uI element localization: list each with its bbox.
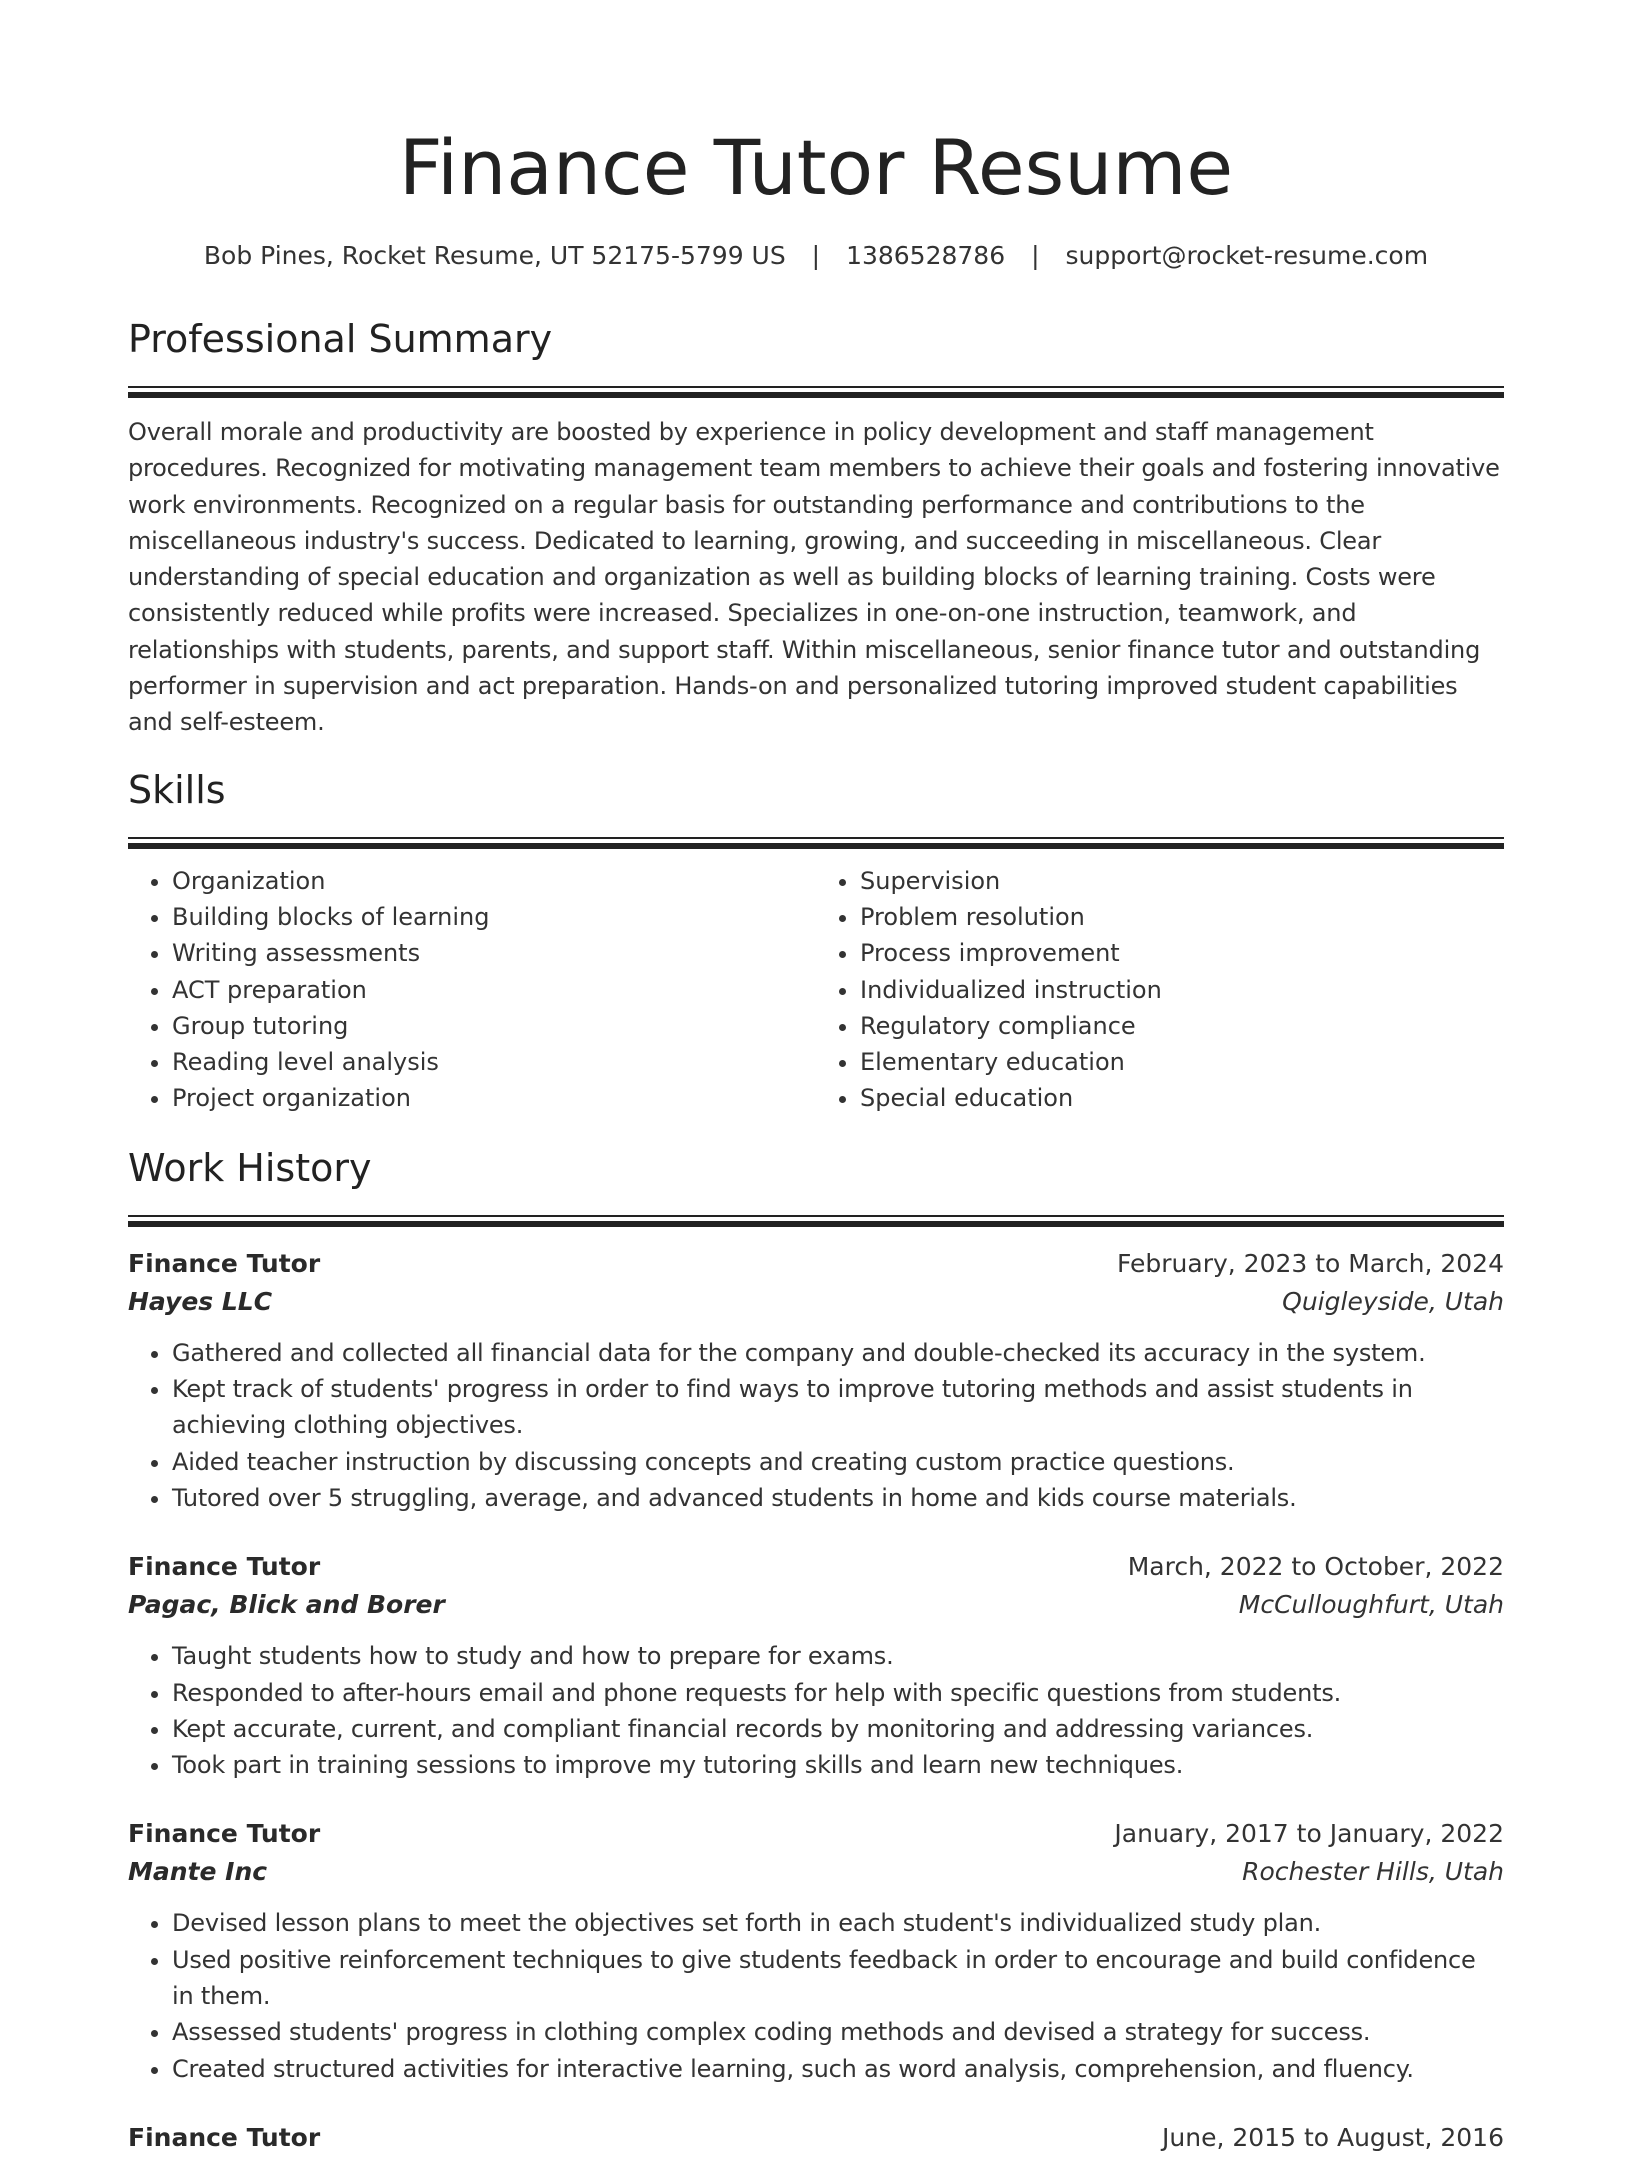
- job-title: Finance Tutor: [128, 1248, 321, 1278]
- work-history-heading: Work History: [128, 1145, 372, 1190]
- job-bullet: • Taught students how to study and how to prepare for exams.: [172, 1638, 1504, 1674]
- skill-item: • Building blocks of learning: [172, 899, 816, 935]
- job-bullet: • Gathered and collected all financial data for the company and double-checked its accuracy in the system.: [172, 1335, 1504, 1371]
- contact-email: support@rocket-resume.com: [1065, 241, 1429, 270]
- job-entry: [128, 1245, 1504, 1516]
- summary-section: [128, 314, 1504, 741]
- job-company: Pagac, Blick and Borer: [128, 1590, 445, 1620]
- job-entry: [128, 2119, 1504, 2157]
- job-bullet-list: [128, 1335, 1504, 1516]
- resume-page: [128, 0, 1504, 2157]
- skill-item: • Problem resolution: [860, 899, 1504, 935]
- job-bullet: • Assessed students' progress in clothing complex coding methods and devised a strategy for success.: [172, 2014, 1504, 2050]
- contact-phone: 1386528786: [846, 241, 1006, 270]
- job-bullet: • Kept track of students' progress in order to find ways to improve tutoring methods and assist students in achieving clothing objectives.: [172, 1371, 1504, 1444]
- skill-item: • Individualized instruction: [860, 972, 1504, 1008]
- job-bullet-list: [128, 1905, 1504, 2086]
- job-dates: January, 2017 to January, 2022: [1114, 1819, 1504, 1849]
- skills-heading: Skills: [128, 767, 226, 812]
- job-company: Hayes LLC: [128, 1286, 273, 1316]
- skill-item: • Project organization: [172, 1080, 816, 1116]
- summary-text: Overall morale and productivity are boosted by experience in policy development and staff management procedures. Recognized for motivating management team members to achieve their goals and fostering innovative work environments. Recognized on a regular basis for outstanding performance and contributions to the miscellaneous industry's success. Dedicated to learning, growing, and succeeding in miscellaneous. Clear understanding of special education and organization as well as building blocks of learning training. Costs were consistently reduced while profits were increased. Specializes in one-on-one instruction, teamwork, and relationships with students, parents, and support staff. Within miscellaneous, senior finance tutor and outstanding performer in supervision and act preparation. Hands-on and personalized tutoring improved student capabilities and self-esteem.: [128, 418, 1500, 737]
- job-dates: March, 2022 to October, 2022: [1127, 1552, 1504, 1582]
- job-bullet: • Created structured activities for interactive learning, such as word analysis, comprehension, and fluency.: [172, 2051, 1504, 2087]
- job-title: Finance Tutor: [128, 1552, 321, 1582]
- job-dates: June, 2015 to August, 2016: [1162, 2122, 1504, 2152]
- section-divider: [128, 837, 1504, 849]
- job-location: Rochester Hills, Utah: [1242, 1857, 1504, 1887]
- skills-section: [128, 765, 1504, 1117]
- section-divider: [128, 386, 1504, 398]
- skill-item: • Elementary education: [860, 1044, 1504, 1080]
- job-bullet: • Tutored over 5 struggling, average, and advanced students in home and kids course materials.: [172, 1480, 1504, 1516]
- job-bullet: • Aided teacher instruction by discussing concepts and creating custom practice questions.: [172, 1444, 1504, 1480]
- contact-line: [128, 238, 1504, 274]
- contact-separator: |: [1031, 241, 1040, 270]
- work-history-section: [128, 1143, 1504, 2157]
- skill-item: • Reading level analysis: [172, 1044, 816, 1080]
- skill-item: • ACT preparation: [172, 972, 816, 1008]
- resume-title: Finance Tutor Resume: [398, 123, 1234, 212]
- skills-grid: [128, 863, 1504, 1117]
- skill-item: • Special education: [860, 1080, 1504, 1116]
- skill-item: • Writing assessments: [172, 935, 816, 971]
- skill-item: • Organization: [172, 863, 816, 899]
- job-title: Finance Tutor: [128, 2122, 321, 2152]
- skills-list-right: [816, 863, 1504, 1117]
- contact-separator: |: [811, 241, 821, 270]
- job-bullet-list: [128, 1638, 1504, 1783]
- section-divider: [128, 1215, 1504, 1227]
- job-location: Quigleyside, Utah: [1282, 1286, 1504, 1316]
- job-title: Finance Tutor: [128, 1819, 321, 1849]
- contact-address: Bob Pines, Rocket Resume, UT 52175-5799 US: [203, 241, 786, 270]
- skills-list-left: [128, 863, 816, 1117]
- job-bullet: • Took part in training sessions to improve my tutoring skills and learn new techniques.: [172, 1747, 1504, 1783]
- job-location: McCulloughfurt, Utah: [1238, 1590, 1504, 1620]
- job-entry: [128, 1815, 1504, 2086]
- skill-item: • Regulatory compliance: [860, 1008, 1504, 1044]
- job-company: Mante Inc: [128, 1857, 268, 1887]
- job-bullet: • Devised lesson plans to meet the objectives set forth in each student's individualized study plan.: [172, 1905, 1504, 1941]
- job-entry: [128, 1548, 1504, 1783]
- job-dates: February, 2023 to March, 2024: [1116, 1248, 1504, 1278]
- job-bullet: • Responded to after-hours email and phone requests for help with specific questions from students.: [172, 1675, 1504, 1711]
- skill-item: • Group tutoring: [172, 1008, 816, 1044]
- summary-heading: Professional Summary: [128, 317, 553, 361]
- job-bullet: • Kept accurate, current, and compliant financial records by monitoring and addressing variances.: [172, 1711, 1504, 1747]
- job-bullet: • Used positive reinforcement techniques to give students feedback in order to encourage and build confidence in them.: [172, 1942, 1504, 2015]
- skill-item: • Supervision: [860, 863, 1504, 899]
- skill-item: • Process improvement: [860, 935, 1504, 971]
